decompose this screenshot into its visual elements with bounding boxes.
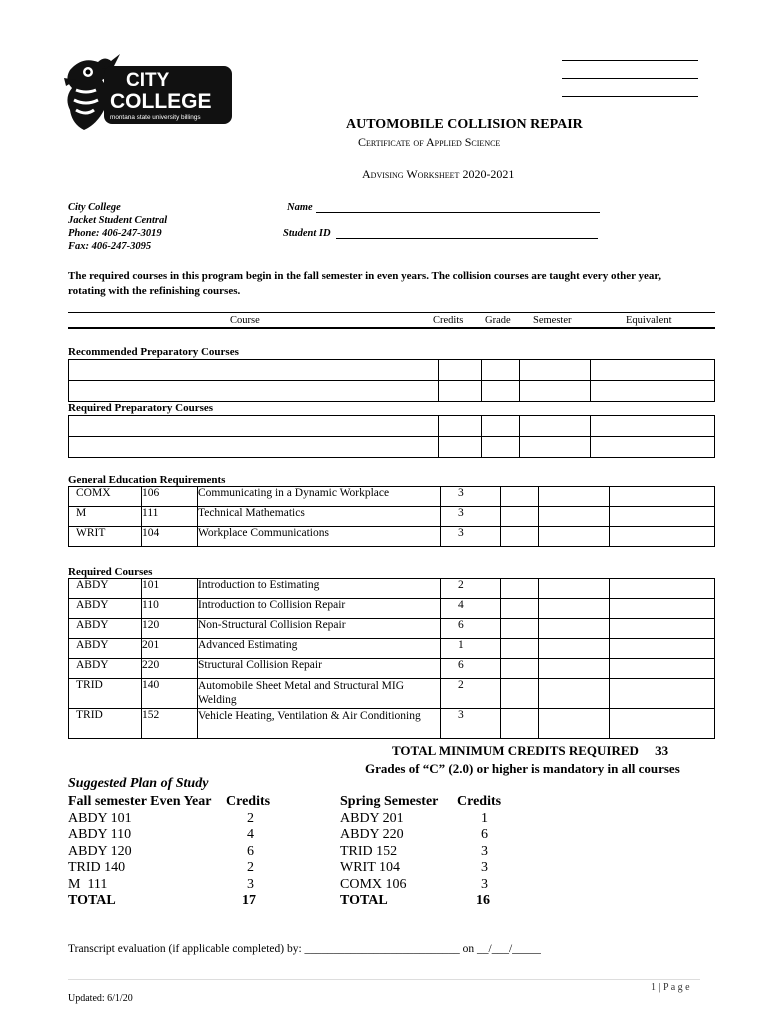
- name-label: Name: [287, 202, 313, 213]
- contact-line: City College: [68, 202, 121, 213]
- credits-cell[interactable]: [439, 381, 482, 402]
- title-cell: Structural Collision Repair: [198, 659, 441, 679]
- semester-cell[interactable]: [539, 709, 610, 739]
- plan-credits: 2: [247, 810, 254, 826]
- plan-credits: 6: [247, 843, 254, 859]
- number-cell: 201: [142, 639, 198, 659]
- section-gen-ed: General Education Requirements: [68, 474, 226, 486]
- college-logo: [62, 50, 234, 134]
- semester-cell[interactable]: [539, 579, 610, 599]
- plan-course: ABDY 201: [340, 810, 404, 826]
- col-course: Course: [230, 315, 260, 326]
- credits-cell: 4: [441, 599, 501, 619]
- plan-course: ABDY 110: [68, 827, 132, 842]
- subject-cell: WRIT: [69, 527, 142, 547]
- spring-header: [340, 794, 520, 811]
- title-cell: Introduction to Collision Repair: [198, 599, 441, 619]
- column-header-bottom-rule: [68, 327, 715, 329]
- subject-cell: ABDY: [69, 639, 142, 659]
- plan-credits: 3: [247, 876, 254, 892]
- student-id-field[interactable]: [336, 238, 598, 239]
- table-row: [69, 416, 715, 437]
- number-cell: 120: [142, 619, 198, 639]
- number-cell: 140: [142, 679, 198, 709]
- table-row: [69, 381, 715, 402]
- credits-cell: 3: [441, 487, 501, 507]
- title-cell: Non-Structural Collision Repair: [198, 619, 441, 639]
- credits-cell[interactable]: [439, 416, 482, 437]
- plan-row: [68, 811, 268, 828]
- grade-cell[interactable]: [501, 679, 539, 709]
- credits-cell: 6: [441, 659, 501, 679]
- contact-block: [68, 201, 167, 253]
- number-cell: 101: [142, 579, 198, 599]
- credits-cell: 2: [441, 579, 501, 599]
- fall-plan: [68, 794, 271, 910]
- table-row: [69, 679, 715, 709]
- number-cell: 104: [142, 527, 198, 547]
- title-cell: Vehicle Heating, Ventilation & Air Conditioning: [198, 709, 441, 739]
- table-row: [69, 507, 715, 527]
- equivalent-cell[interactable]: [610, 659, 715, 679]
- grade-cell[interactable]: [482, 437, 520, 458]
- semester-cell[interactable]: [539, 679, 610, 709]
- col-equivalent: Equivalent: [626, 315, 672, 326]
- semester-cell[interactable]: [520, 360, 591, 381]
- course-cell[interactable]: [69, 437, 439, 458]
- page-number: 1 | P a g e: [651, 982, 690, 993]
- spring-header-label: Spring Semester: [340, 794, 439, 809]
- grade-cell[interactable]: [501, 599, 539, 619]
- total-label: TOTAL MINIMUM CREDITS REQUIRED: [392, 743, 639, 758]
- gen-ed-table: [68, 486, 715, 547]
- required-prep-table: [68, 415, 715, 458]
- spring-credits-header: Credits: [457, 794, 502, 809]
- col-grade: Grade: [485, 315, 511, 326]
- contact-line: Fax: 406-247-3095: [68, 241, 152, 252]
- plan-row: [68, 860, 268, 877]
- title-cell: Technical Mathematics: [198, 507, 441, 527]
- equivalent-cell[interactable]: [591, 381, 715, 402]
- title-cell: Advanced Estimating: [198, 639, 441, 659]
- table-row: [69, 487, 715, 507]
- footer-rule: [68, 979, 700, 980]
- plan-credits: 3: [481, 843, 488, 859]
- worksheet-title: Advising Worksheet 2020-2021: [362, 167, 515, 181]
- section-required-prep: Required Preparatory Courses: [68, 402, 214, 414]
- col-credits: Credits: [433, 315, 464, 326]
- fall-header-label: Fall semester Even Year: [68, 794, 212, 809]
- fall-header: [68, 794, 271, 811]
- equivalent-cell[interactable]: [610, 639, 715, 659]
- plan-row: [340, 827, 520, 844]
- updated-date: Updated: 6/1/20: [68, 993, 133, 1004]
- table-row: [69, 437, 715, 458]
- contact-line: Phone: 406-247-3019: [68, 228, 162, 239]
- semester-cell[interactable]: [539, 527, 610, 547]
- plan-row: [68, 827, 268, 844]
- transcript-evaluation[interactable]: Transcript evaluation (if applicable completed) by: ___________________________ on __/___/_____: [68, 943, 541, 955]
- number-cell: 110: [142, 599, 198, 619]
- plan-row: [68, 877, 268, 894]
- plan-total-row: [68, 893, 268, 910]
- certificate-subtitle: Certificate of Applied Science: [358, 135, 501, 149]
- subject-cell: TRID: [69, 709, 142, 739]
- semester-cell[interactable]: [539, 487, 610, 507]
- grade-requirement: Grades of “C” (2.0) or higher is mandatory in all courses: [365, 761, 680, 776]
- plan-credits: 1: [481, 810, 488, 826]
- top-blank-line-3[interactable]: [562, 96, 698, 97]
- plan-row: [68, 844, 268, 861]
- table-row: [69, 579, 715, 599]
- semester-cell[interactable]: [520, 437, 591, 458]
- column-header-top-rule: [68, 312, 715, 313]
- contact-line: Jacket Student Central: [68, 215, 168, 226]
- table-row: [69, 639, 715, 659]
- required-courses-table: [68, 578, 715, 739]
- table-row: [69, 619, 715, 639]
- course-cell[interactable]: [69, 360, 439, 381]
- subject-cell: ABDY: [69, 579, 142, 599]
- credits-cell[interactable]: [439, 360, 482, 381]
- number-cell: 220: [142, 659, 198, 679]
- equivalent-cell[interactable]: [610, 487, 715, 507]
- subject-cell: ABDY: [69, 599, 142, 619]
- grade-cell[interactable]: [501, 709, 539, 739]
- plan-course: TRID 152: [340, 843, 398, 859]
- semester-cell[interactable]: [539, 599, 610, 619]
- plan-course: TRID 140: [68, 860, 126, 875]
- title-cell: Workplace Communications: [198, 527, 441, 547]
- plan-credits: 4: [247, 827, 254, 842]
- plan-credits: 2: [247, 860, 254, 875]
- plan-total-label: TOTAL: [68, 893, 116, 908]
- semester-cell[interactable]: [539, 639, 610, 659]
- plan-row: [340, 860, 520, 877]
- plan-total-value: 16: [476, 893, 490, 908]
- plan-total-value: 17: [242, 893, 256, 908]
- equivalent-cell[interactable]: [610, 619, 715, 639]
- logo-city: CITY: [126, 70, 170, 91]
- table-row: [69, 659, 715, 679]
- credits-cell: 1: [441, 639, 501, 659]
- logo-college: COLLEGE: [110, 90, 212, 113]
- title-cell: Communicating in a Dynamic Workplace: [198, 487, 441, 507]
- table-row: [69, 527, 715, 547]
- credits-cell[interactable]: [439, 437, 482, 458]
- plan-row: [340, 844, 520, 861]
- credits-cell: 3: [441, 709, 501, 739]
- plan-credits: 6: [481, 827, 488, 842]
- semester-cell[interactable]: [539, 619, 610, 639]
- total-value: 33: [655, 743, 669, 758]
- plan-credits: 3: [481, 860, 488, 875]
- grade-cell[interactable]: [501, 527, 539, 547]
- equivalent-cell[interactable]: [591, 416, 715, 437]
- credits-cell: 3: [441, 527, 501, 547]
- subject-cell: ABDY: [69, 619, 142, 639]
- grade-cell[interactable]: [482, 416, 520, 437]
- equivalent-cell[interactable]: [610, 527, 715, 547]
- spring-plan: [340, 794, 520, 910]
- plan-row: [340, 877, 520, 894]
- number-cell: 111: [142, 507, 198, 527]
- plan-course: ABDY 220: [340, 827, 404, 842]
- plan-course: WRIT 104: [340, 860, 401, 875]
- semester-cell[interactable]: [539, 507, 610, 527]
- grade-cell[interactable]: [482, 360, 520, 381]
- plan-total-row: [340, 893, 520, 910]
- grade-cell[interactable]: [501, 579, 539, 599]
- table-row: [69, 709, 715, 739]
- top-blank-line-1[interactable]: [562, 60, 698, 61]
- section-recommended-prep: Recommended Preparatory Courses: [68, 346, 239, 358]
- table-row: [69, 360, 715, 381]
- number-cell: 152: [142, 709, 198, 739]
- grade-cell[interactable]: [482, 381, 520, 402]
- equivalent-cell[interactable]: [610, 599, 715, 619]
- semester-cell[interactable]: [539, 659, 610, 679]
- student-id-label: Student ID: [283, 228, 331, 239]
- recommended-prep-table: [68, 359, 715, 402]
- title-cell: Introduction to Estimating: [198, 579, 441, 599]
- credits-cell: 2: [441, 679, 501, 709]
- credits-cell: 3: [441, 507, 501, 527]
- fall-credits-header: Credits: [226, 794, 271, 809]
- equivalent-cell[interactable]: [591, 437, 715, 458]
- total-credits-required: [392, 743, 668, 759]
- section-required-courses: Required Courses: [68, 566, 153, 578]
- semester-cell[interactable]: [520, 381, 591, 402]
- equivalent-cell[interactable]: [610, 579, 715, 599]
- number-cell: 106: [142, 487, 198, 507]
- plan-course: ABDY 120: [68, 843, 132, 859]
- plan-course: COMX 106: [340, 876, 407, 892]
- grade-cell[interactable]: [501, 619, 539, 639]
- top-blank-line-2[interactable]: [562, 78, 698, 79]
- title-cell: Automobile Sheet Metal and Structural MIG Welding: [198, 679, 441, 709]
- course-cell[interactable]: [69, 416, 439, 437]
- plan-course: M 111: [68, 876, 108, 892]
- semester-cell[interactable]: [520, 416, 591, 437]
- grade-cell[interactable]: [501, 639, 539, 659]
- plan-course: ABDY 101: [68, 810, 132, 826]
- course-cell[interactable]: [69, 381, 439, 402]
- plan-credits: 3: [481, 876, 488, 892]
- grade-cell[interactable]: [501, 487, 539, 507]
- subject-cell: M: [69, 507, 142, 527]
- subject-cell: COMX: [69, 487, 142, 507]
- plan-total-label: TOTAL: [340, 893, 388, 908]
- plan-row: [340, 811, 520, 828]
- equivalent-cell[interactable]: [591, 360, 715, 381]
- col-semester: Semester: [533, 315, 572, 326]
- program-note: The required courses in this program begin in the fall semester in even years. The collision courses are taught every other year, rotating with the refinishing courses.: [68, 270, 662, 297]
- equivalent-cell[interactable]: [610, 679, 715, 709]
- subject-cell: TRID: [69, 679, 142, 709]
- table-row: [69, 599, 715, 619]
- equivalent-cell[interactable]: [610, 507, 715, 527]
- subject-cell: ABDY: [69, 659, 142, 679]
- equivalent-cell[interactable]: [610, 709, 715, 739]
- name-field[interactable]: [316, 212, 600, 213]
- logo-msub: montana state university billings: [110, 114, 201, 121]
- page-title: AUTOMOBILE COLLISION REPAIR: [346, 117, 583, 132]
- credits-cell: 6: [441, 619, 501, 639]
- plan-heading: Suggested Plan of Study: [68, 776, 209, 791]
- grade-cell[interactable]: [501, 659, 539, 679]
- grade-cell[interactable]: [501, 507, 539, 527]
